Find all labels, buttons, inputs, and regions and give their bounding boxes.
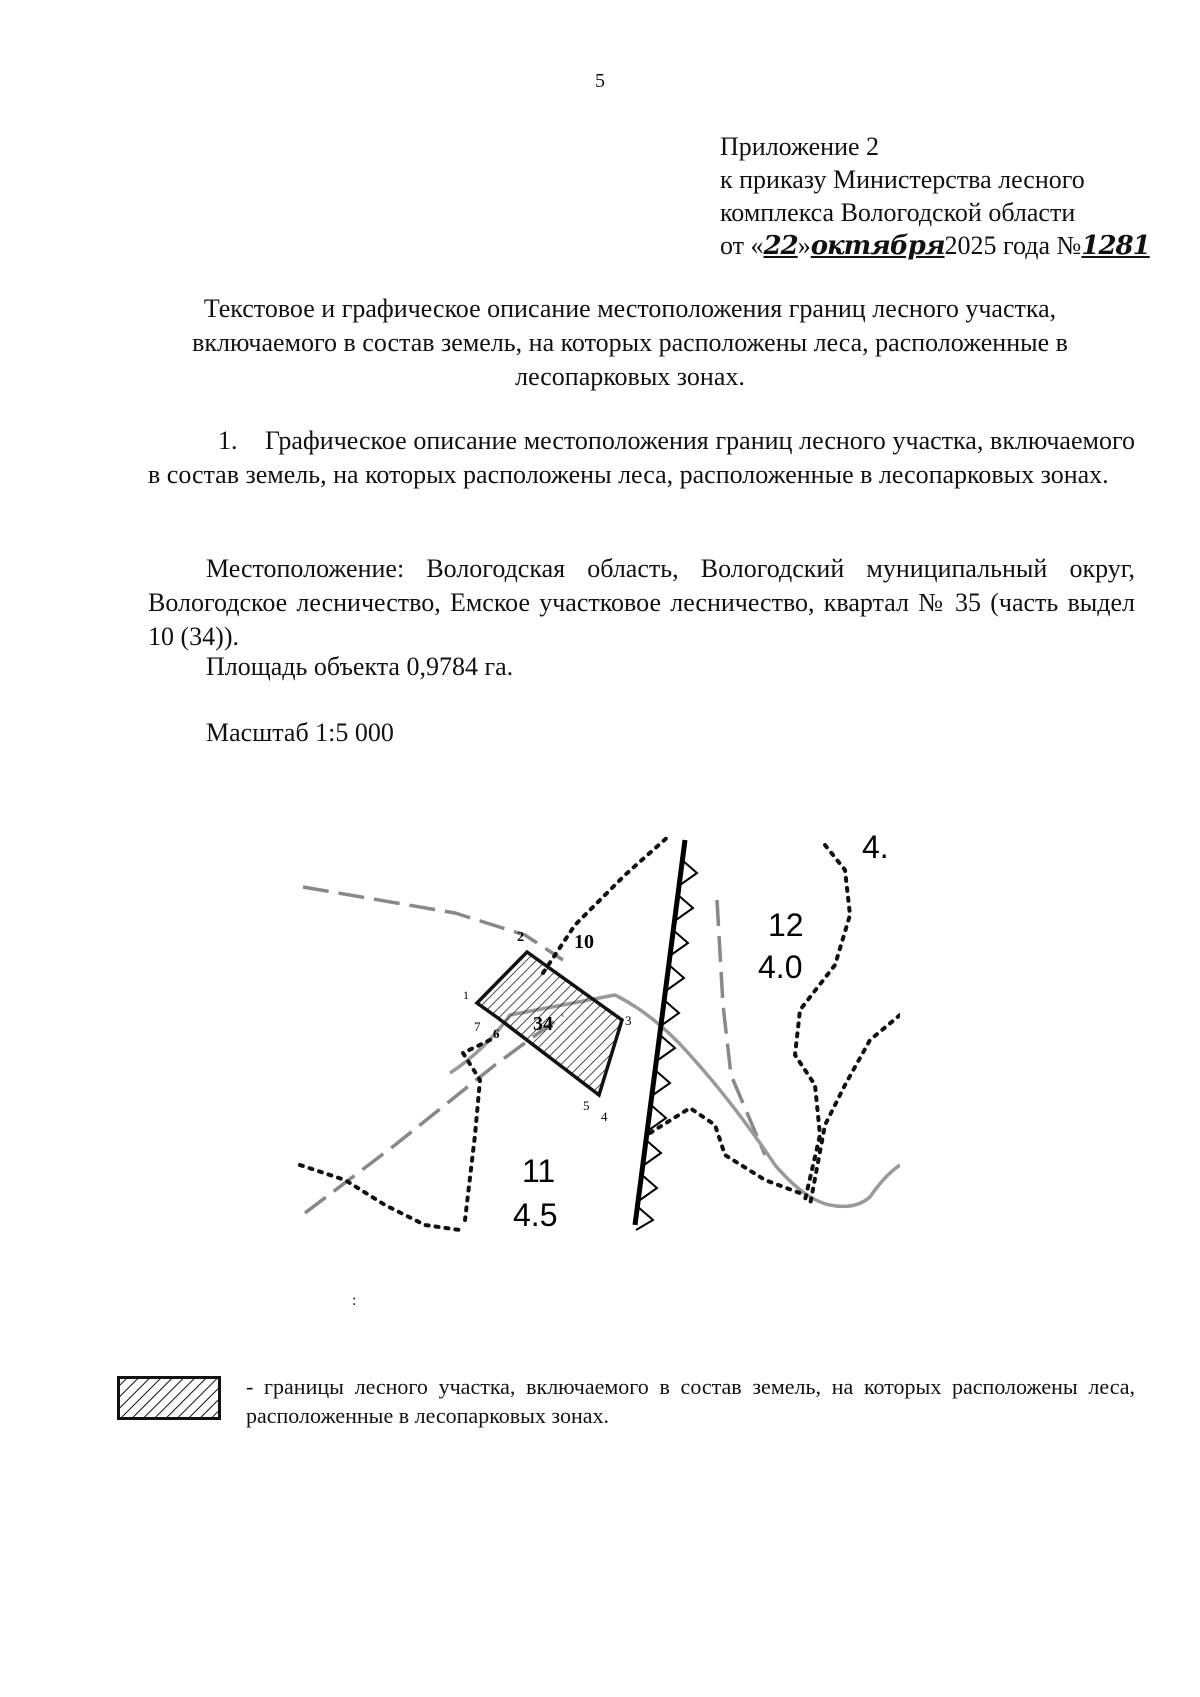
allotment-boundary: [463, 1040, 490, 1220]
allotment-12-label: 12: [768, 907, 804, 943]
point-label-6: 6: [493, 1026, 500, 1041]
allotment-11-value: 4.5: [513, 1197, 558, 1233]
allotment-12-value: 4.0: [758, 949, 803, 985]
legend-hatch-swatch: [117, 1376, 221, 1420]
appendix-order-ref: к приказу Министерства лесного: [720, 165, 1085, 194]
appendix-title: Приложение 2: [720, 132, 880, 161]
area-paragraph: Площадь объекта 0,9784 га.: [206, 652, 514, 681]
allotment-boundary: [795, 845, 850, 1200]
handwritten-day: 22: [763, 231, 798, 261]
quarter-boundary: [635, 840, 685, 1225]
legend-text: - границы лесного участка, включаемого в состав земель, на которых расположены леса, расположенные в лесопарковых зонах.: [246, 1374, 1135, 1428]
allotment-10-label: 10: [574, 931, 594, 953]
section-number: 1.: [218, 426, 238, 455]
location-paragraph: Местоположение: Вологодская область, Вологодский муниципальный округ, Вологодское лесничество, Емское участковое лесничество, квартал № 35 (часть выдел 10 (34)).: [148, 554, 1135, 651]
date-separator: »: [797, 231, 811, 260]
point-label-5: 5: [583, 1098, 590, 1113]
appendix-date-line: [720, 229, 1150, 263]
plot-label: 34: [533, 1013, 553, 1035]
plot-map: [295, 825, 900, 1235]
stray-mark: :: [352, 1292, 357, 1309]
allotment-top-right-label: 4.: [862, 829, 889, 865]
point-label-3: 3: [625, 1013, 632, 1028]
appendix-ministry: комплекса Вологодской области: [720, 198, 1076, 227]
road-dashed: [303, 887, 563, 960]
point-label-2: 2: [517, 930, 524, 945]
point-label-4: 4: [601, 1109, 608, 1124]
section-1-text: Графическое описание местоположения границ лесного участка, включаемого в состав земель, на которых расположены леса, расположенные в лесопарковых зонах.: [148, 426, 1135, 489]
quarter-boundary-ticks: [636, 860, 697, 1230]
handwritten-order-number: 1281: [1081, 231, 1150, 261]
handwritten-month: октября: [810, 231, 945, 261]
allotment-11-label: 11: [522, 1153, 556, 1189]
appendix-header: [720, 130, 1150, 263]
section-1-paragraph: [148, 424, 1135, 492]
allotment-boundary: [543, 835, 670, 973]
allotment-boundary: [650, 1108, 805, 1195]
point-label-7: 7: [474, 1019, 481, 1034]
scale-paragraph: Масштаб 1:5 000: [206, 718, 394, 747]
point-label-1: 1: [463, 988, 469, 1002]
page-number: 5: [595, 70, 605, 92]
document-title: Текстовое и графическое описание местоположения границ лесного участка, включаемого в состав земель, на которых расположены леса, расположенные в лесопарковых зонах.: [192, 294, 1068, 391]
date-year: 2025 года №: [944, 231, 1082, 260]
date-prefix: от «: [720, 231, 764, 260]
